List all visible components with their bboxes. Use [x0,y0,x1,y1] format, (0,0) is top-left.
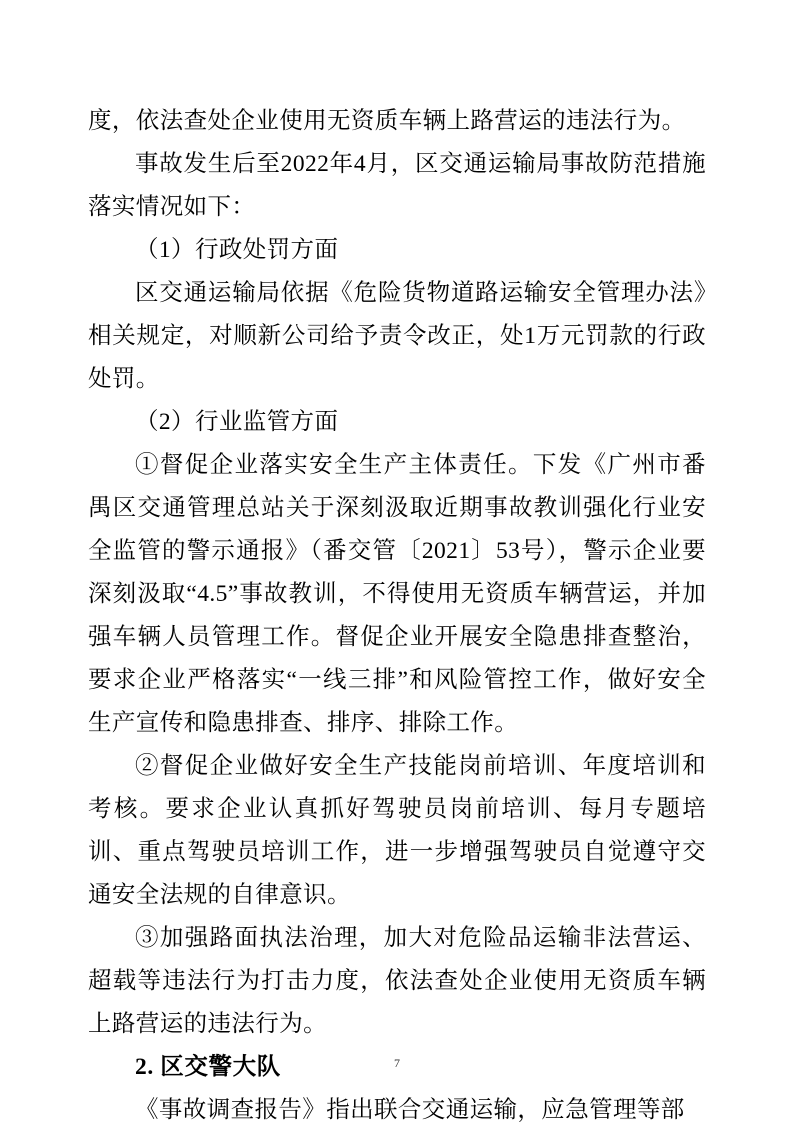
paragraph-item-1-title: （1）行政处罚方面 [135,237,339,263]
paragraph-continued-line: 度，依法查处企业使用无资质车辆上路营运的违法行为。 [88,108,686,134]
paragraph-item-2-sub-1: ①督促企业落实安全生产主体责任。下发《广州市番禺区交通管理总站关于深刻汲取近期事故教训强化行业安全监管的警示通报》（番交管〔2021〕53号），警示企业要深刻汲取“4.5”事故教训，不得使用无资质车辆营运，并加强车辆人员管理工作。督促企业开展安全隐患排查整治，要求企业严格落实“一线三排”和风险管控工作，做好安全生产宣传和隐患排查、排序、排除工作。 [88,452,706,736]
paragraph-item-2-sub-3: ③加强路面执法治理，加大对危险品运输非法营运、超载等违法行为打击力度，依法查处企业使用无资质车辆上路营运的违法行为。 [88,925,706,1037]
paragraph-accident-followup: 事故发生后至2022年4月，区交通运输局事故防范措施落实情况如下： [88,151,706,220]
paragraph-item-2-sub-2: ②督促企业做好安全生产技能岗前培训、年度培训和考核。要求企业认真抓好驾驶员岗前培训、每月专题培训、重点驾驶员培训工作，进一步增强驾驶员自觉遵守交通安全法规的自律意识。 [88,753,706,908]
section-heading-traffic-police: 2. 区交警大队 [135,1054,281,1080]
paragraph-item-2-title: （2）行业监管方面 [135,409,339,435]
paragraph-closing: 《事故调查报告》指出联合交通运输，应急管理等部 [135,1097,685,1123]
document-body [88,100,706,1132]
paragraph-item-1-body: 区交通运输局依据《危险货物道路运输安全管理办法》相关规定，对顺新公司给予责令改正，处1万元罚款的行政处罚。 [88,280,706,392]
page-number: 7 [394,1056,400,1070]
